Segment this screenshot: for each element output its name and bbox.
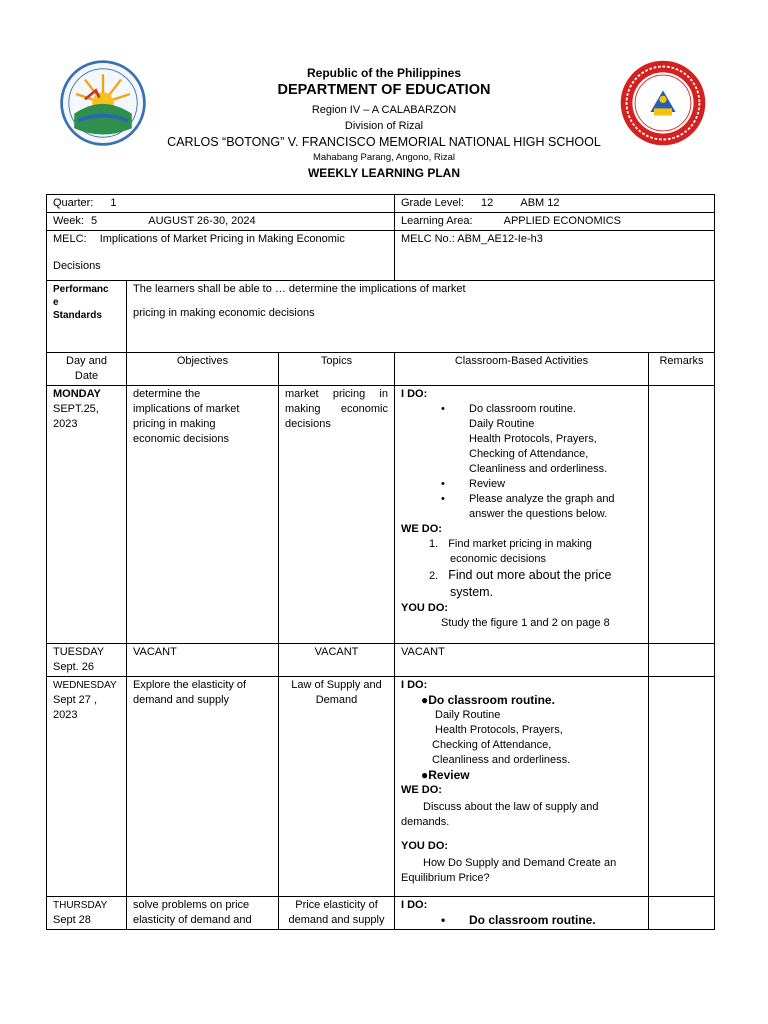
thursday-date: Sept 28: [53, 914, 91, 926]
monday-bullet-1: • Do classroom routine.: [401, 402, 642, 417]
col-header-day-2: Date: [74, 370, 99, 382]
monday-topic-1: market pricing in: [285, 388, 388, 400]
performance-text-2: pricing in making economic decisions: [133, 307, 315, 319]
wednesday-we-do-1-cont: demands.: [401, 816, 450, 828]
wednesday-routine-3: Checking of Attendance,: [432, 739, 552, 751]
wednesday-objective-cell: [127, 677, 279, 897]
wednesday-activities-cell: [395, 677, 649, 897]
quarter-cell: [47, 195, 395, 213]
grade-value: 12: [481, 197, 494, 209]
week-cell: [47, 213, 395, 231]
wednesday-day: WEDNESDAY: [53, 680, 117, 691]
quarter-label: Quarter:: [53, 197, 94, 209]
monday-objective-1: determine the: [133, 388, 201, 400]
monday-objective-2: implications of market: [133, 403, 240, 415]
learning-area-label: Learning Area:: [401, 215, 473, 227]
monday-topic-3: decisions: [285, 418, 331, 430]
col-header-day: [47, 353, 127, 386]
thursday-objective-2: elasticity of demand and: [133, 914, 252, 926]
monday-we-do-label: WE DO:: [401, 523, 442, 535]
monday-you-do-1: Study the figure 1 and 2 on page 8: [441, 617, 610, 629]
tuesday-topic: VACANT: [279, 644, 395, 677]
monday-row: [47, 386, 715, 644]
wednesday-remarks-cell: [649, 677, 715, 897]
wednesday-topic-2: Demand: [315, 694, 358, 706]
quarter-row: [47, 195, 715, 213]
melc-number: MELC No.: ABM_AE12-Ie-h3: [401, 233, 543, 245]
tuesday-row: [47, 644, 715, 677]
monday-we-do-1: 1. Find market pricing in making: [429, 538, 592, 550]
wednesday-bullet-2: ●Review: [421, 768, 470, 782]
thursday-topic-cell: [279, 897, 395, 930]
thursday-row: [47, 897, 715, 930]
thursday-bullet-1: • Do classroom routine.: [401, 913, 642, 928]
grade-label: Grade Level:: [401, 197, 464, 209]
wednesday-you-do-1: How Do Supply and Demand Create an: [423, 857, 617, 869]
monday-bullet-2: • Review: [401, 477, 642, 492]
performance-text-1: The learners shall be able to … determine the implications of market: [133, 283, 466, 295]
performance-label-3: Standards: [53, 310, 102, 321]
monday-bullet-3: • Please analyze the graph and: [401, 492, 642, 507]
division-heading: Division of Rizal: [344, 120, 424, 132]
thursday-day-cell: [47, 897, 127, 930]
melc-label: MELC:: [53, 233, 87, 245]
monday-date-1: SEPT.25,: [53, 403, 99, 415]
monday-day-cell: [47, 386, 127, 644]
monday-remarks-cell: [649, 386, 715, 644]
school-name: CARLOS “BOTONG” V. FRANCISCO MEMORIAL NATIONAL HIGH SCHOOL: [167, 135, 601, 149]
performance-label-1: Performanc: [53, 284, 109, 295]
wednesday-date-2: 2023: [53, 709, 78, 721]
thursday-remarks-cell: [649, 897, 715, 930]
thursday-objective-cell: [127, 897, 279, 930]
monday-activities-cell: [395, 386, 649, 644]
wednesday-we-do-1: Discuss about the law of supply and: [423, 801, 599, 813]
quarter-value: 1: [110, 197, 117, 209]
week-value: 5: [91, 215, 98, 227]
col-header-remarks: Remarks: [649, 353, 715, 386]
week-label: Week:: [53, 215, 84, 227]
monday-routine-2: Health Protocols, Prayers,: [469, 433, 597, 445]
monday-you-do-label: YOU DO:: [401, 602, 449, 614]
performance-label-2: e: [53, 297, 59, 308]
performance-text-cell: [127, 281, 715, 353]
wednesday-date-1: Sept 27 ,: [53, 694, 98, 706]
monday-topic-2: making economic: [285, 403, 388, 415]
melc-row: [47, 231, 715, 281]
monday-routine-3: Checking of Attendance,: [469, 448, 589, 460]
monday-objective-cell: [127, 386, 279, 644]
wednesday-you-do-1-cont: Equilibrium Price?: [401, 872, 490, 884]
region-heading: Region IV – A CALABARZON: [311, 104, 457, 116]
monday-objective-3: pricing in making: [133, 418, 216, 430]
grade-cell: [395, 195, 715, 213]
monday-topic-cell: [279, 386, 395, 644]
monday-date-2: 2023: [53, 418, 78, 430]
monday-bullet-3-cont: answer the questions below.: [469, 508, 608, 520]
performance-row: [47, 281, 715, 353]
weekly-learning-plan-table: [46, 194, 715, 930]
col-header-topics: Topics: [279, 353, 395, 386]
wednesday-i-do-label: I DO:: [401, 679, 428, 691]
tuesday-day-cell: [47, 644, 127, 677]
melc-cell: [47, 231, 395, 281]
wednesday-objective-2: demand and supply: [133, 694, 230, 706]
melc-text-1: Implications of Market Pricing in Making Economic: [99, 233, 345, 245]
col-header-objectives: Objectives: [127, 353, 279, 386]
tuesday-day: TUESDAY: [53, 646, 105, 658]
column-header-row: [47, 353, 715, 386]
monday-objective-4: economic decisions: [133, 433, 229, 445]
wednesday-routine-4: Cleanliness and orderliness.: [432, 754, 571, 766]
thursday-activities-cell: [395, 897, 649, 930]
wednesday-routine-1: Daily Routine: [435, 709, 501, 721]
section-value: ABM 12: [520, 197, 560, 209]
republic-heading: Republic of the Philippines: [306, 66, 461, 80]
monday-i-do-label: I DO:: [401, 388, 428, 400]
school-address: Mahabang Parang, Angono, Rizal: [312, 152, 456, 163]
monday-we-do-2-cont: system.: [450, 585, 494, 599]
wednesday-objective-1: Explore the elasticity of: [133, 679, 247, 691]
thursday-i-do-label: I DO:: [401, 899, 428, 911]
tuesday-remarks-cell: [649, 644, 715, 677]
monday-routine-1: Daily Routine: [469, 418, 535, 430]
monday-day: MONDAY: [53, 388, 101, 400]
performance-label-cell: [47, 281, 127, 353]
thursday-day: THURSDAY: [53, 900, 108, 911]
learning-area-value: APPLIED ECONOMICS: [503, 215, 621, 227]
wednesday-topic-1: Law of Supply and: [291, 679, 382, 691]
tuesday-objective: VACANT: [127, 644, 279, 677]
wednesday-day-cell: [47, 677, 127, 897]
col-header-day-1: Day and: [66, 355, 107, 367]
melc-text-2: Decisions: [53, 260, 101, 272]
wednesday-we-do-label: WE DO:: [401, 784, 442, 796]
tuesday-date: Sept. 26: [53, 661, 94, 673]
monday-we-do-2: 2. Find out more about the price: [429, 568, 612, 582]
thursday-topic-1: Price elasticity of: [295, 899, 378, 911]
melc-number-cell: [395, 231, 715, 281]
week-dates: AUGUST 26-30, 2024: [148, 215, 256, 227]
monday-routine-4: Cleanliness and orderliness.: [469, 463, 608, 475]
wednesday-routine-2: Health Protocols, Prayers,: [435, 724, 563, 736]
thursday-topic-2: demand and supply: [288, 914, 385, 926]
department-heading: DEPARTMENT OF EDUCATION: [277, 82, 491, 98]
col-header-activities: Classroom-Based Activities: [395, 353, 649, 386]
tuesday-activity: VACANT: [395, 644, 649, 677]
monday-we-do-1-cont: economic decisions: [450, 553, 546, 565]
thursday-objective-1: solve problems on price: [133, 899, 250, 911]
wednesday-row: [47, 677, 715, 897]
plan-title: WEEKLY LEARNING PLAN: [307, 166, 460, 180]
wednesday-topic-cell: [279, 677, 395, 897]
week-row: [47, 213, 715, 231]
wednesday-you-do-label: YOU DO:: [401, 840, 449, 852]
learning-area-cell: [395, 213, 715, 231]
wednesday-bullet-1: ●Do classroom routine.: [421, 693, 555, 707]
